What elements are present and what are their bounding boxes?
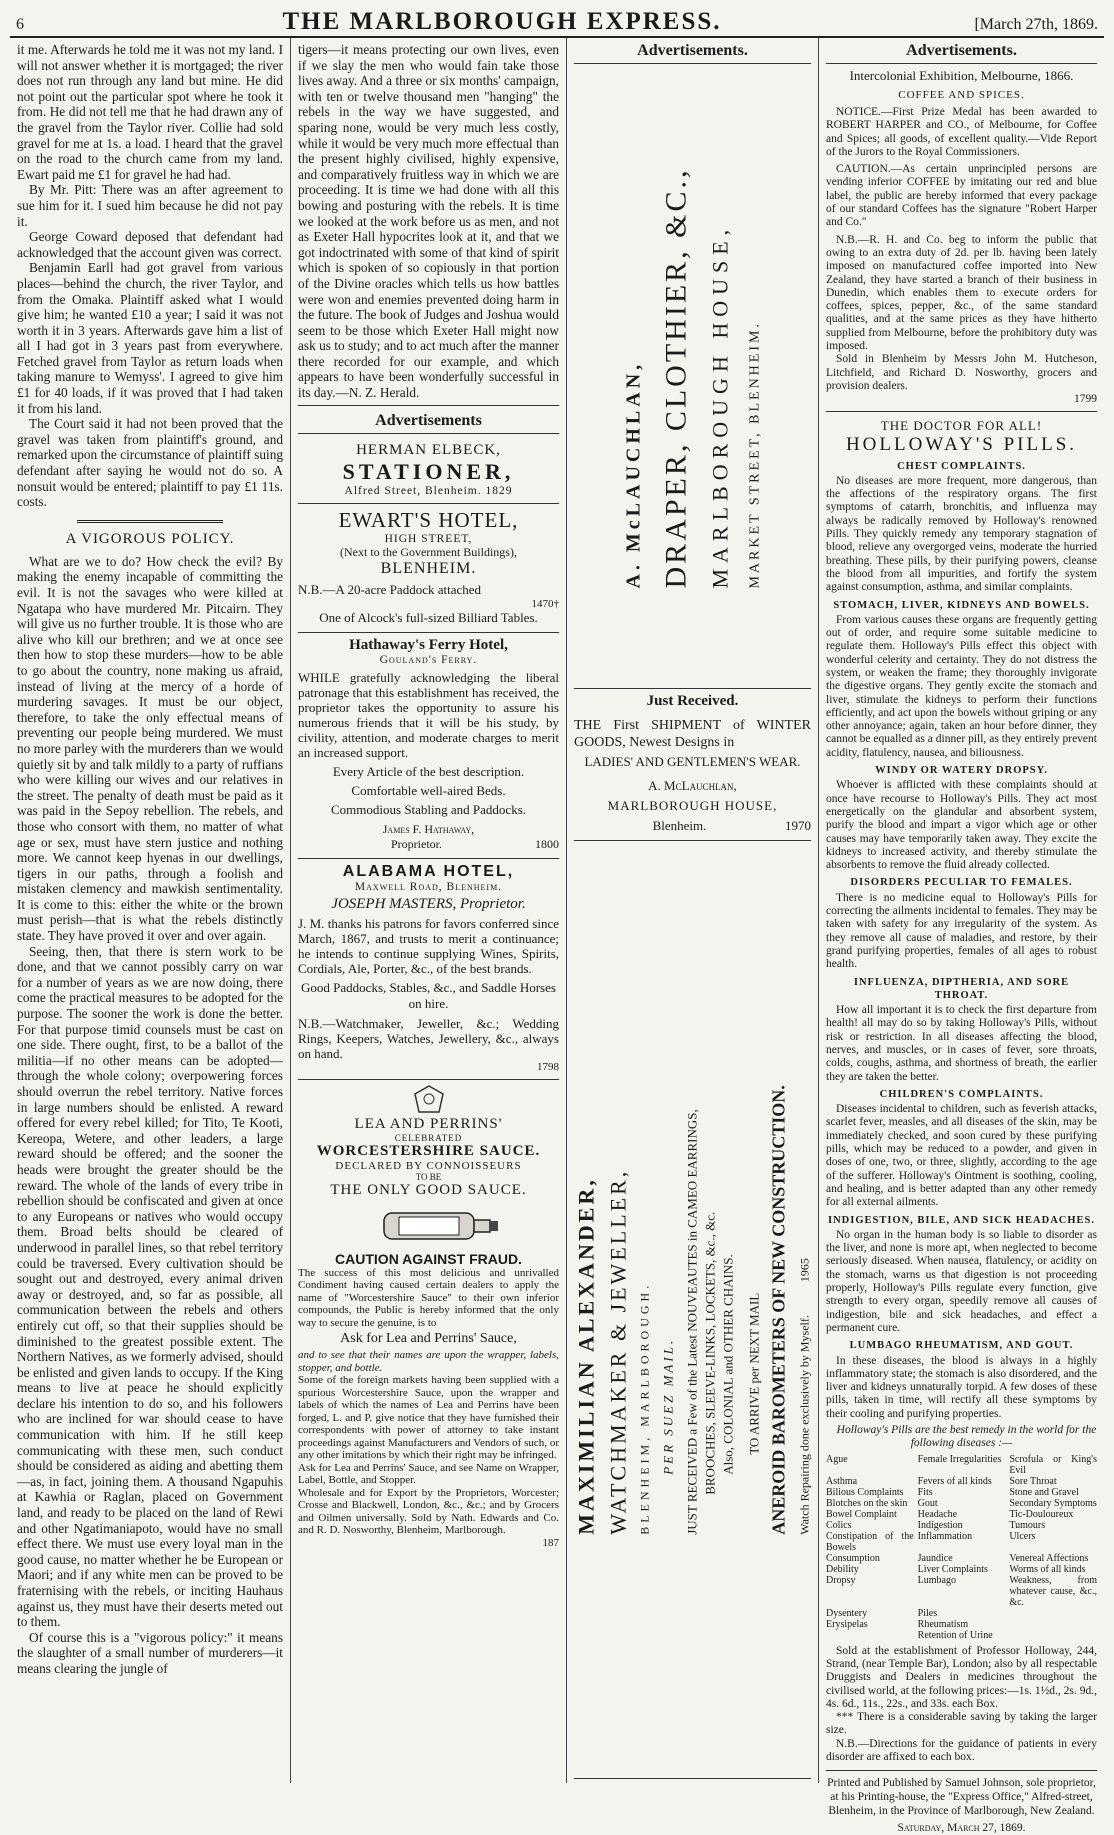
disease-cell: Venereal Affections	[1009, 1552, 1089, 1564]
disease-cell: Stone and Gravel	[1009, 1486, 1079, 1498]
ad-text: THE First SHIPMENT of WINTER GOODS, Newest Designs in	[574, 718, 811, 750]
disease-cell: Scrofula or King's Evil	[1009, 1453, 1097, 1476]
subheading: INFLUENZA, DIPTHERIA, AND SORE THROAT.	[853, 976, 1070, 1001]
disease-cell: Ague	[826, 1453, 848, 1465]
disease-cell: Lumbago	[917, 1574, 956, 1586]
disease-cell	[1009, 1619, 1097, 1630]
disease-cell	[1009, 1608, 1097, 1619]
court-paragraph: The Court said it had not been proved that the gravel was taken from plaintiff's ground, and remarked upon the circumstance of plaintiff suing defendant after saying he would not do so. A nonsuit would be entered; plaintiff to pay £1 11s. costs.	[17, 416, 283, 510]
ad-text: Some of the foreign markets having been supplied with a spurious Worcestershire Sauce, upon the wrapper and labels of which the names of Lea and Perrins have been forged, L. and P. give notice that they have furnished their correspondents with power of attorney to take instant proceedings against Manufacturers and Vendors of such, or any other imitations by which their right may be infringed.	[298, 1374, 559, 1462]
policy-article	[17, 554, 283, 1677]
ad-see: and to see that their names are upon the wrapper, labels, stopper, and bottle.	[298, 1349, 559, 1374]
disease-cell: Jaundice	[917, 1552, 953, 1564]
court-paragraph: George Coward deposed that defendant had acknowledged that the account given was correct.	[17, 229, 283, 260]
ad-number: 1800	[535, 836, 559, 851]
disease-cell: Fevers of all kinds	[917, 1475, 992, 1487]
column-4	[819, 38, 1104, 1835]
policy-continued	[298, 42, 559, 406]
ad-paragraph: Sold at the establishment of Professor Holloway, 244, Strand, (near Temple Bar), London; also by all respectable Druggists and Dealers in medicines throughout the civilised world, at the following prices:—1s. 1½d., 2s. 9d., 4s. 6d., 11s., 22s., and 33s. each Box.	[826, 1644, 1097, 1710]
disease-cell	[1009, 1630, 1097, 1641]
ad-name: EWART'S HOTEL,	[338, 507, 519, 532]
disease-cell: Indigestion	[917, 1519, 963, 1531]
ad-road: Maxwell Road, Blenheim.	[354, 880, 503, 893]
ad-paragraph: N.B.—Directions for the guidance of patients in every disorder are affixed to each box.	[826, 1737, 1097, 1763]
article-title: A VIGOROUS POLICY.	[65, 530, 235, 547]
disease-cell: Dysentery	[826, 1607, 868, 1619]
disease-cell: Bowel Complaint	[826, 1508, 897, 1520]
just-received-ad	[574, 689, 811, 841]
ad-paragraph: There is no medicine equal to Holloway's Pills for correcting the ailments incidental to females. They may be taken with safety for any irregularity of the system. As they remove all cause of maladies, and restore, by their grand purifying properties, females of all ages to robust health.	[826, 891, 1097, 971]
imprint	[826, 1770, 1097, 1835]
ad-line: TO ARRIVE per NEXT MAIL	[746, 1292, 761, 1455]
disease-cell: Gout	[917, 1497, 938, 1509]
article-paragraph: Of course this is a "vigorous policy:" it means the slaughter of a small number of murderers—it means clearing the jungle of	[17, 1629, 283, 1676]
harper-ad	[826, 106, 1097, 407]
disease-cell: Secondary Symptoms	[1009, 1497, 1097, 1509]
ad-line: MARKET STREET, BLENHEIM.	[747, 321, 762, 589]
sauce-bottle-icon	[298, 1205, 559, 1245]
ad-ask: Ask for Lea and Perrins' Sauce,	[340, 1331, 517, 1347]
ad-wholesale: Wholesale and for Export by the Proprietors, Worcester; Crosse and Blackwell, London, &c., &c.; and by Grocers and Oilmen universally. Sold by Nath. Edwards and Co. and R. D. Nosworthy, Blenheim, Marlborough.	[298, 1486, 559, 1537]
court-paragraph: it me. Afterwards he told me it was not my land. I will not answer whether it is mortgaged; the river does not run through any land but mine. He did not point out the particular spot where he took it from. He did not tell me that he had drawn any of the gravel from the Taylor river. Collie had sold gravel for me at 1s. a load. I heard that the gravel on the road to the church came from my land. Ewart paid me £1 for gravel he had had.	[17, 42, 283, 182]
disease-cell: Worms of all kinds	[1009, 1563, 1086, 1575]
ad-town: BLENHEIM.	[380, 559, 477, 577]
ad-number: 1965	[797, 1257, 811, 1282]
disease-cell: Erysipelas	[826, 1618, 868, 1630]
disease-cell: Liver Complaints	[917, 1563, 988, 1575]
ad-number: 1970	[784, 818, 811, 833]
ad-line: Every Article of the best description.	[332, 763, 525, 779]
ad-line: Also, COLONIAL and OTHER CHAINS.	[720, 1253, 735, 1475]
disease-cell: Asthma	[826, 1475, 858, 1487]
disease-cell: Retention of Urine	[917, 1629, 993, 1641]
column-2	[291, 38, 567, 1783]
disease-table	[826, 1454, 1097, 1641]
column-1	[10, 38, 291, 1783]
ad-line: Watch Repairing done exclusively by Myself.	[797, 1314, 811, 1535]
disease-cell: Dropsy	[826, 1574, 856, 1586]
court-paragraph: Benjamin Earll had got gravel from various places—behind the church, the river Taylor, and from the Omaka. Plaintiff asked what I would give him; he wanted £10 a year; I said it was not worth it in 3 years. Afterwards gave him a list of all I had got in 3 years past from everywhere. Fetched gravel from Taylor as return loads when taking manure to Wemyss'. I agreed to give him £1 for 40 loads, if it was proved that I had taken it from his land.	[17, 260, 283, 416]
disease-cell: Piles	[917, 1607, 938, 1619]
ad-name: ALABAMA HOTEL,	[342, 862, 515, 880]
ad-line: BROOCHES, SLEEVE-LINKS, LOCKETS, &c., &c.	[702, 1211, 717, 1495]
disease-cell: Rheumatism	[917, 1618, 969, 1630]
ad-street: HIGH STREET,	[384, 532, 473, 545]
ad-text: The success of this most delicious and unrivalled Condiment having caused certain dealers to apply the name of "Worcestershire Sauce" to their own inferior compounds, the Public is hereby informed that the only way to secure the genuine, is to	[298, 1266, 559, 1329]
disease-cell: Constipation of the Bowels	[826, 1530, 914, 1553]
masthead	[10, 8, 1104, 38]
ad-trade: STATIONER,	[342, 458, 515, 484]
ad-paragraph: Diseases incidental to children, such as feverish attacks, scarlet fever, measles, and all diseases of the skin, may be immediately checked, and soon cured by these purifying pills, which may be reduced to a powder, and given in doses of one, two, or three, slightly, according to the age of the sufferer. Holloway's Ointment is soothing, cooling, and healing, and is better adapted than any other remedy for all external ailments.	[826, 1103, 1097, 1209]
ewart-hotel-ad	[298, 504, 559, 633]
newspaper-title: THE MARLBOROUGH EXPRESS.	[282, 8, 722, 35]
issue-date: [March 27th, 1869.	[974, 16, 1098, 33]
ad-proprietor: JOSEPH MASTERS, Proprietor.	[331, 895, 526, 912]
ad-text: J. M. thanks his patrons for favors conferred since March, 1867, and trusts to merit a continuance; he intends to continue supplying Wines, Spirits, Cordials, Ale, Porter, &c., of the best brands.	[298, 915, 559, 976]
advertisements-header: Advertisements.	[574, 42, 811, 64]
ad-house: MARLBOROUGH HOUSE,	[607, 798, 778, 813]
ad-sauce: WORCESTERSHIRE SAUCE.	[316, 1142, 541, 1159]
disease-cell: Tumours	[1009, 1519, 1046, 1531]
ad-line: MAXIMILIAN ALEXANDER,	[573, 1176, 598, 1535]
best-remedy: Holloway's Pills are the best remedy in the world for the following diseases :—	[836, 1424, 1097, 1450]
disease-cell: Headache	[917, 1508, 958, 1520]
disease-cell: Weakness, from whatever cause, &c., &c.	[1009, 1574, 1097, 1608]
ad-number: 187	[542, 1536, 559, 1549]
disease-cell: Debility	[826, 1563, 859, 1575]
ad-declared: DECLARED BY CONNOISSEURS	[335, 1159, 522, 1172]
article-paragraph: tigers—it means protecting our own lives, even if we slay the men who would fain take those lives away. And a three or six months' campaign, with ten or twelve thousand men "hanging" the rebels in the way we have suggested, and sparing none, would be very much less costly, while it would be very much more effectual than the present highly civilised, highly expensive, and comparatively fruitless way in which we are proceeding. It is time we had done with all this bowing and posturing with the rebels. It is time we looked at the work before us as men, and not as Exeter Hall hypocrites look at it, and that we got indoctrinated with some of that kind of spirit which is spoken of so copiously in that portion of the Divine oracles which tells us how battles were won and enemies prevented doing harm in the future. The book of Judges and Joshua would seem to be those which Exeter Hall might now ask us to study; and to act much after the manner there recorded for our example, and which appears to have been wonderfully successful in its day.—N. Z. Herald.	[298, 42, 559, 401]
coffee-heading: COFFEE AND SPICES.	[898, 89, 1025, 101]
ad-line: MARLBOROUGH HOUSE,	[707, 223, 732, 589]
ad-celebrated: CELEBRATED	[394, 1132, 463, 1143]
elbeck-ad	[298, 438, 559, 504]
ad-place: Gouland's Ferry.	[379, 653, 478, 666]
advertisements-header: Advertisements	[298, 412, 559, 434]
lea-perrins-ad	[298, 1080, 559, 1555]
ad-paragraph: Whoever is afflicted with these complaints should at once have recourse to Holloway's Pills. They act most energetically on the glandular and absorbent system, purify the blood and impart a vigor which age or other causes may have temporarily taken away. They excite the kidneys to increased activity, and thereby stimulate the absorbents to remove the fluid already collected.	[826, 779, 1097, 872]
article-paragraph: Seeing, then, that there is stern work to be done, and that we cannot possibly carry on war for a number of years as we are now doing, there come the practical measures to be adopted for the purpose. The sooner the work is done the better. For that purpose timid counsels must be cast on one side. There ought, first, to be a ballot of the militia—if no other means can be adopted—through the whole colony; overpowering forces should overrun the rebel territory. Native forces in large numbers should be enlisted. A reward offered for every rebel killed; for Tito, Te Kooti, Kereopa, Wetere, and other leaders, a large reward should be offered; and the sooner the heads were brought the greater should be the reward. The whole of the lands of every tribe in rebellion should be confiscated and given at once to any Europeans or natives who would occupy them. Broad belts should be cleared of underwood in parallel lines, so that rebel territory could be traversed. Every cultivation should be sought out and destroyed, every animal driven away or destroyed, and, so far as possible, all communication between the rebels and others entirely cut off, so that their supplies should be diminished to the greatest possible extent. The Northern Natives, as we formerly advised, should be enlisted and given lands to occupy. If the King means to live at peace he should explicitly declare his intention to do so, and his followers who are inclined for war should cease to have communication with him. If he still keep communicating with these men, such conduct should be considered as aiding and abetting them—as, in fact, joining them. A thousand Ngapuhis at Kawhia or Raglan, placed on Government land, and ready to be placed on the land of Rewi and other Ngatimaniapoto, would have no small effect there. We must use every loyal man in the good cause, no matter whether he be European or Maori; and if any white men can be proved to be fraternising with the rebels, or inciting Hauhaus against us, they must have their deserts meted out to them.	[17, 943, 283, 1630]
ad-tables: One of Alcock's full-sized Billiard Tables.	[319, 609, 538, 625]
ad-caution: CAUTION AGAINST FRAUD.	[335, 1250, 522, 1267]
ad-next: (Next to the Government Buildings),	[340, 544, 517, 559]
imprint-date: Saturday, March 27, 1869.	[897, 1822, 1026, 1835]
ad-paragraph: No organ in the human body is so liable to disorder as the liver, and none is more apt, when neglected to become seriously diseased. When nausea, flatulency, or acidity on the stomach, warns us that digestion is not proceeding properly, Holloway's Pills regulate every function, give strength to every organ, speedily remove all causes of indigestion, bile and sick headaches, and effect a permanent cure.	[826, 1228, 1097, 1334]
subheading: CHEST COMPLAINTS.	[897, 460, 1026, 472]
page-number: 6	[16, 16, 24, 33]
ad-line: ANEROID BAROMETERS OF NEW CONSTRUCTION.	[768, 1084, 788, 1535]
ad-paragraph: N.B.—R. H. and Co. beg to inform the public that owing to an extra duty of 2d. per lb. having been lately imposed on manufactured coffee imported into New Zealand, they have started a branch of their business in Dunedin, which enables them to execute orders for coffees, spices, pepper, &c., of the same standard qualities, and at the same prices as they have hitherto supplied from Melbourne, before the prohibitory duty was imposed.	[826, 233, 1097, 353]
ad-title: Just Received.	[646, 693, 739, 709]
subheading: CHILDREN'S COMPLAINTS.	[879, 1088, 1044, 1100]
alabama-hotel-ad	[298, 859, 559, 1080]
ad-nb: N.B.—Watchmaker, Jeweller, &c.; Wedding Rings, Keepers, Watches, Jewellery, &c., always on hand.	[298, 1015, 559, 1061]
ad-paragraph: From various causes these organs are frequently getting out of order, and require some suitable medicine to regulate them. Holloway's Pills effect this object with wonderful celerity and certainty. They do not distress the system, or weaken the frame; they thoroughly invigorate the digestive organs. They gently excite the stomach and liver, stimulate the kidneys to perform their functions efficiently, and act upon the bowels without griping or any other annoyance; again, taken an hour before dinner, they cannot be equalled as a dinner pill, as they entirely prevent acidity, flatulency, nausea, and biliousness.	[826, 613, 1097, 759]
ad-paragraph: CAUTION.—As certain unprincipled persons are vending inferior COFFEE by imitating our red and blue label, the public are hereby informed that every package of our standard Coffees has the signature "Robert Harper and Co."	[826, 163, 1097, 229]
ad-address: Alfred Street, Blenheim. 1829	[344, 484, 513, 497]
ad-only: THE ONLY GOOD SAUCE.	[330, 1181, 527, 1198]
ad-name: Hathaway's Ferry Hotel,	[349, 636, 508, 653]
ad-line: Comfortable well-aired Beds.	[351, 782, 506, 798]
ad-paragraph: *** There is a considerable saving by taking the larger size.	[826, 1711, 1097, 1737]
imprint-text: Printed and Published by Samuel Johnson, sole proprietor, at his Printing-house, the "Express Office," Alfred-street, Blenheim, in the Province of Marlborough, New Zealand.	[827, 1777, 1096, 1818]
ad-paragraph: Sold in Blenheim by Messrs John M. Hutcheson, Litchfield, and Richard D. Nosworthy, grocers and provision dealers.	[826, 353, 1097, 392]
ad-stables: Good Paddocks, Stables, &c., and Saddle Horses on hire.	[301, 979, 556, 1011]
ad-paragraph: NOTICE.—First Prize Medal has been awarded to ROBERT HARPER and CO., of Melbourne, for Coffee and Spices; all goods, of excellent quality.—Vide Report of the Jurors to the Royal Commissioners.	[826, 106, 1097, 158]
ad-line: WATCHMAKER & JEWELLER,	[605, 1168, 630, 1535]
disease-cell: Sore Throat	[1009, 1475, 1057, 1487]
ad-line: BLENHEIM, MARLBOROUGH.	[637, 1281, 651, 1535]
disease-cell	[826, 1630, 914, 1641]
disease-cell: Inflammation	[917, 1530, 973, 1542]
court-paragraph: By Mr. Pitt: There was an after agreement to sue him for it. I sued him because he did not pay it.	[17, 182, 283, 229]
ad-line: PER SUEZ MAIL.	[660, 1337, 675, 1475]
subheading: DISORDERS PECULIAR TO FEMALES.	[850, 877, 1073, 889]
ad-name: LEA AND PERRINS'	[354, 1115, 503, 1132]
ad-nb: N.B.—A 20-acre Paddock attached	[298, 581, 482, 597]
court-report	[17, 42, 283, 510]
alexander-ad	[574, 841, 811, 1779]
ad-wear: LADIES' AND GENTLEMEN'S WEAR.	[584, 754, 801, 769]
ad-number: 1798	[537, 1060, 559, 1073]
holloway-title: HOLLOWAY'S PILLS.	[845, 433, 1078, 455]
ad-number: 1470†	[531, 597, 559, 610]
ad-text: WHILE gratefully acknowledging the liberal patronage that this establishment has received, the proprietor takes the opportunity to assure his numerous friends that it will be his study, by civility, attention, and moderate charges to merit an increased support.	[298, 669, 559, 760]
crest-icon	[298, 1084, 559, 1114]
ad-proprietor: James F. Hathaway,	[382, 821, 475, 836]
ad-line: JUST RECEIVED a Few of the Latest NOUVEAUTES in CAMEO EARRINGS,	[684, 1108, 699, 1535]
subheading: LUMBAGO RHEUMATISM, AND GOUT.	[849, 1340, 1074, 1352]
disease-cell: Fits	[917, 1486, 933, 1498]
columns	[10, 38, 1104, 1835]
subheading: WINDY OR WATERY DROPSY.	[875, 765, 1048, 777]
ad-paragraph: No diseases are more frequent, more dangerous, than the affections of the respiratory organs. The first symptoms of catarrh, bronchitis, and influenza may always be radically removed by Holloway's renowned Pills. They quickly remedy any temporary stagnation of blood, relieve any overgorged veins, moderate the hurried breathing. These pills, by their purifying powers, cleanse the blood from all impurities, and fortify the system against consumption, asthma, and similar complaints.	[826, 474, 1097, 594]
hathaway-ad	[298, 633, 559, 859]
ad-line: DRAPER, CLOTHIER, &C.,	[659, 167, 692, 589]
disease-cell: Colics	[826, 1519, 852, 1531]
ad-number: 1799	[1074, 393, 1097, 406]
ad-who: A. McLauchlan,	[648, 778, 737, 793]
doctor-heading: THE DOCTOR FOR ALL!	[880, 417, 1043, 433]
subheading: STOMACH, LIVER, KIDNEYS AND BOWELS.	[833, 599, 1090, 611]
disease-cell: Ulcers	[1009, 1530, 1036, 1542]
section-divider	[77, 520, 223, 523]
ad-paragraph: In these diseases, the blood is always in a highly inflammatory state; the stomach is also disordered, and the liver and kidneys unnaturally torpid. A few doses of these pills, taken in time, will rectify all these symptoms by their cooling and purifying properties.	[826, 1354, 1097, 1420]
exhibition-title: Intercolonial Exhibition, Melbourne, 1866.	[849, 68, 1074, 83]
disease-cell: Bilious Complaints	[826, 1486, 904, 1498]
ad-line: Commodious Stabling and Paddocks.	[331, 801, 526, 817]
subheading: INDIGESTION, BILE, AND SICK HEADACHES.	[827, 1214, 1096, 1226]
disease-cell: Tic-Douloureux	[1009, 1508, 1074, 1520]
article-paragraph: What are we to do? How check the evil? By making the enemy incapable of committing the evil. It is not the savages who were killed at Ngatapa who have murdered Mr. Pitcairn. They will give us no further trouble. It is those who are alive who kill our brethren; and we at once see then how to stop these murders—how to be able to go about the country, none making us afraid, instead of living at the mercy of a horde of murdering savages. It must be our object, therefore, to take the only effectual means of preventing our people being murdered. We must no more parley with the murderers than we would quietly sit by and talk mildly to a party of ruffians who were killing our wives and our relatives in the street. The penalty of death must be paid as it was paid in the Sepoy rebellion. The rebels, and those who consort with them, no matter of what age or sex, must have stern justice and nothing more. We cannot keep hyenas in our dwellings, tigers in our paths, through a foolish and mistaken clemency and mawkish sentimentality. It is come to this: either the white or the brown must perish—that is what the rebels distinctly state. They have proved it over and over again.	[17, 553, 283, 944]
ad-proprietor-label: Proprietor.	[391, 836, 442, 851]
column-3	[567, 38, 819, 1783]
mclauchlan-ad	[574, 68, 811, 689]
ad-line: A. McLAUCHLAN,	[622, 360, 644, 589]
disease-cell: Female Irregularities	[917, 1453, 1002, 1465]
advertisements-header: Advertisements.	[826, 42, 1097, 64]
disease-cell: Consumption	[826, 1552, 880, 1564]
ad-paragraph: How all important it is to check the first departure from health! all may do so by taking Holloway's Pills, without risk or restriction. In all diseases affecting the blood, nerves, and muscles, or in cases of fever, sore throats, colds, coughs, asthma, and shortness of breath, the earlier they are taken the better.	[826, 1004, 1097, 1083]
ad-ask: Ask for Lea and Perrins' Sauce, and see Name on Wrapper, Label, Bottle, and Stopper.	[298, 1461, 559, 1487]
ad-tobe: TO BE	[415, 1171, 442, 1182]
disease-cell: Blotches on the skin	[826, 1497, 908, 1509]
holloway-ad	[826, 460, 1097, 1765]
ad-town: Blenheim.	[652, 818, 707, 833]
ad-name: HERMAN ELBECK,	[356, 441, 501, 458]
